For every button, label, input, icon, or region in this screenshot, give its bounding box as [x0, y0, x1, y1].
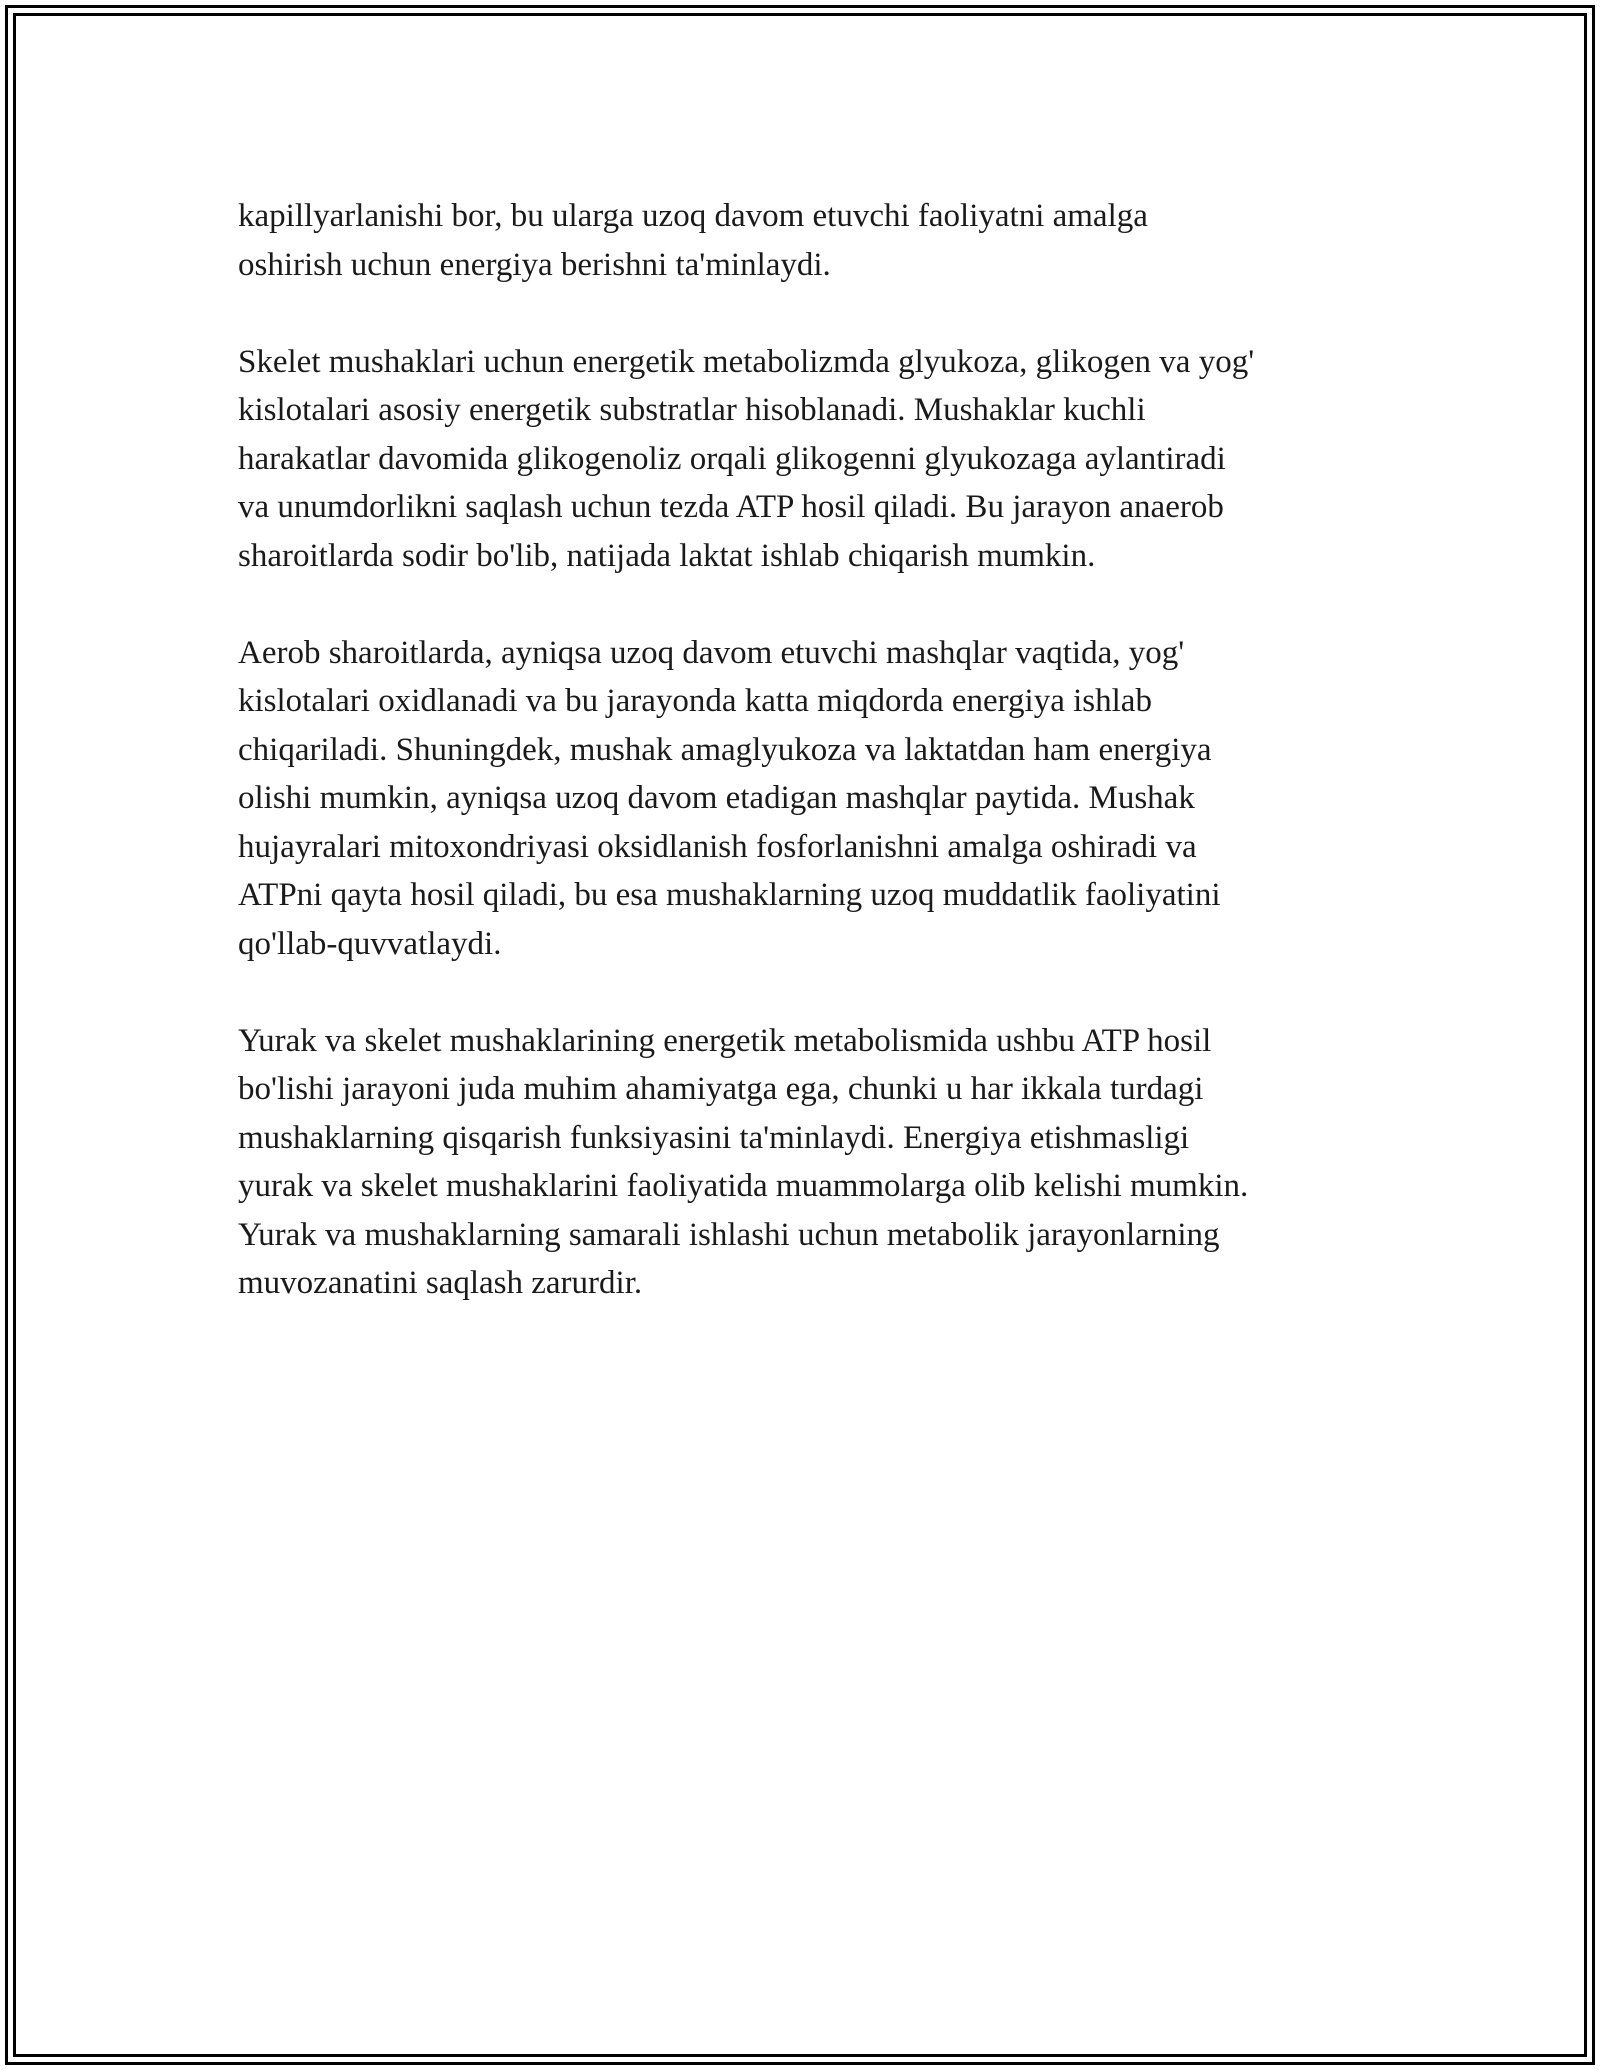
text-line: olishi mumkin, ayniqsa uzoq davom etadigan mashqlar paytida. Mushak — [238, 780, 1195, 816]
text-line: kapillyarlanishi bor, bu ularga uzoq davom etuvchi faoliyatni amalga — [238, 198, 1148, 234]
text-line: Aerob sharoitlarda, ayniqsa uzoq davom etuvchi mashqlar vaqtida, yog' — [238, 634, 1185, 671]
text-line: qo'llab-quvvatlaydi. — [238, 925, 502, 962]
text-line: harakatlar davomida glikogenoliz orqali glikogenni glyukozaga aylantiradi — [238, 440, 1226, 477]
paragraph-4 — [238, 1017, 1388, 1308]
text-line: Yurak va mushaklarning samarali ishlashi uchun metabolik jarayonlarning — [238, 1216, 1220, 1253]
text-line: sharoitlarda sodir bo'lib, natijada laktat ishlab chiqarish mumkin. — [238, 537, 1096, 574]
page-outer-border — [5, 5, 1595, 2065]
text-line: mushaklarning qisqarish funksiyasini ta'minlaydi. Energiya etishmasligi — [238, 1119, 1190, 1156]
text-line: hujayralari mitoxondriyasi oksidlanish fosforlanishni amalga oshiradi va — [238, 828, 1197, 865]
text-line: oshirish uchun energiya berishni ta'minlaydi. — [238, 246, 831, 283]
text-line: yurak va skelet mushaklarini faoliyatida muammolarga olib kelishi mumkin. — [238, 1168, 1249, 1204]
text-line: bo'lishi jarayoni juda muhim ahamiyatga ega, chunki u har ikkala turdagi — [238, 1071, 1204, 1107]
text-line: ATPni qayta hosil qiladi, bu esa mushaklarning uzoq muddatlik faoliyatini — [238, 877, 1221, 913]
text-line: Yurak va skelet mushaklarining energetik metabolismida ushbu ATP hosil — [238, 1022, 1212, 1059]
paragraph-3 — [238, 629, 1388, 969]
text-line: Skelet mushaklari uchun energetik metabolizmda glyukoza, glikogen va yog' — [238, 343, 1255, 380]
text-line: kislotalari oxidlanadi va bu jarayonda katta miqdorda energiya ishlab — [238, 683, 1152, 719]
text-line: va unumdorlikni saqlash uchun tezda ATP hosil qiladi. Bu jarayon anaerob — [238, 489, 1224, 525]
text-line: kislotalari asosiy energetik substratlar hisoblanadi. Mushaklar kuchli — [238, 392, 1146, 428]
text-line: muvozanatini saqlash zarurdir. — [238, 1265, 643, 1301]
text-line: chiqariladi. Shuningdek, mushak amaglyukoza va laktatdan ham energiya — [238, 731, 1212, 768]
paragraph-1 — [238, 192, 1388, 289]
paragraph-2 — [238, 338, 1388, 581]
document-body — [238, 192, 1388, 1356]
